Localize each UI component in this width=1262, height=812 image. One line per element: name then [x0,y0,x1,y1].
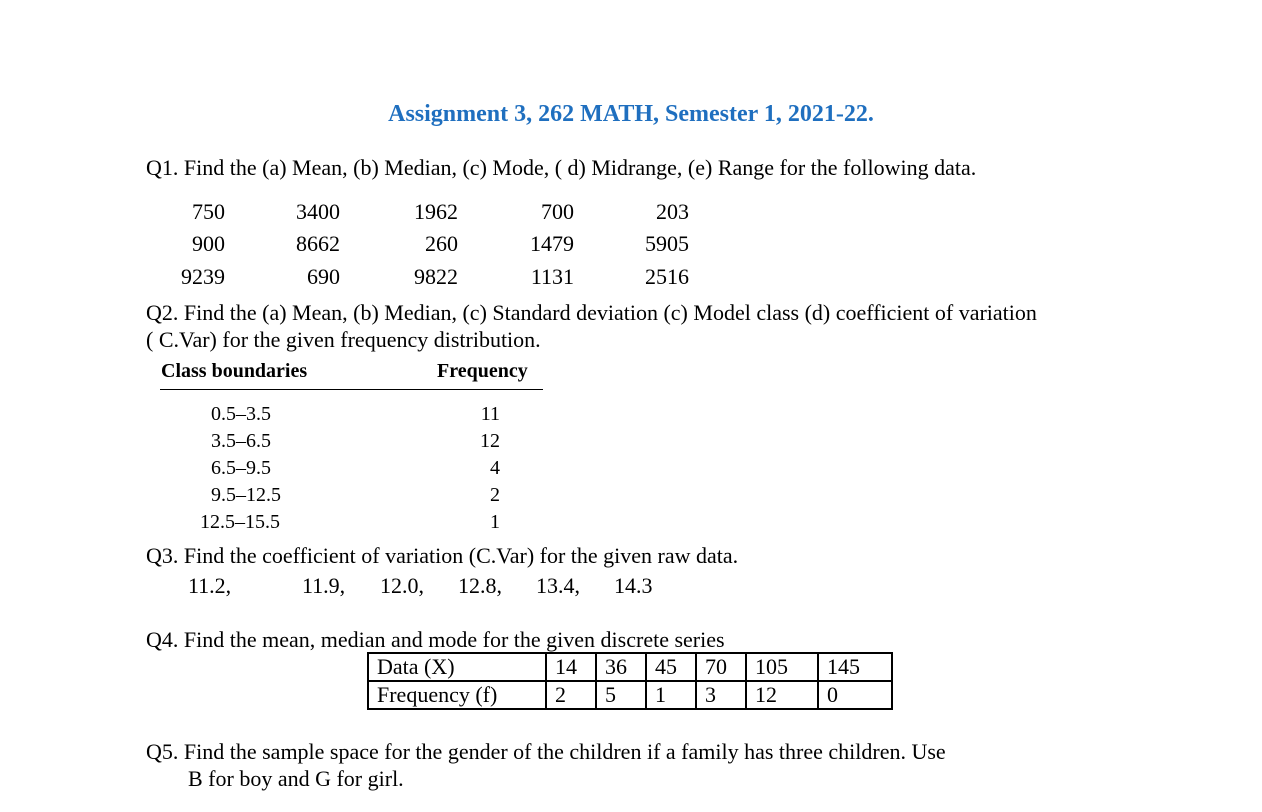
q4-f-value: 5 [596,681,646,709]
q4-row-label: Data (X) [368,653,546,681]
q1-value: 203 [656,199,689,224]
q2-class-boundary: 6.5–9.5 [211,457,271,479]
q4-f-value: 0 [818,681,892,709]
q4-x-value: 45 [646,653,696,681]
q3-value: 11.9, [302,573,346,598]
q1-value: 2516 [645,264,689,289]
q1-value: 750 [192,199,225,224]
q2-header-class-boundaries: Class boundaries [161,360,308,382]
q4-x-value: 145 [818,653,892,681]
q4-discrete-series-table [367,652,893,710]
q4-x-value: 70 [696,653,746,681]
q4-row-label: Frequency (f) [368,681,546,709]
q4-text: Q4. Find the mean, median and mode for the given discrete series [146,627,725,652]
q1-value: 1479 [530,231,574,256]
q1-value: 9822 [414,264,458,289]
q1-value: 5905 [645,231,689,256]
q1-text: Q1. Find the (a) Mean, (b) Median, (c) Mode, ( d) Midrange, (e) Range for the following data. [146,155,977,180]
q3-value: 12.8, [458,573,502,598]
q3-value: 11.2, [188,573,232,598]
q4-x-value: 14 [546,653,596,681]
q2-frequency: 4 [490,457,500,479]
q2-class-boundary: 3.5–6.5 [211,430,271,452]
q4-f-value: 3 [696,681,746,709]
q1-value: 690 [307,264,340,289]
q4-f-value: 2 [546,681,596,709]
q2-class-boundary: 9.5–12.5 [211,484,281,506]
q3-value: 14.3 [614,573,653,598]
q4-x-value: 105 [746,653,818,681]
q1-value: 1131 [530,264,574,289]
q3-value: 12.0, [380,573,424,598]
q1-value: 900 [192,231,225,256]
q2-class-boundary: 12.5–15.5 [200,511,280,533]
q2-class-boundary: 0.5–3.5 [211,403,271,425]
q4-x-value: 36 [596,653,646,681]
q1-value: 8662 [296,231,340,256]
q2-frequency: 11 [480,403,500,425]
q4-f-value: 1 [646,681,696,709]
q5-text-line2: B for boy and G for girl. [188,766,404,791]
table-row [368,653,892,681]
q3-value: 13.4, [536,573,580,598]
q1-value: 9239 [181,264,225,289]
q3-text: Q3. Find the coefficient of variation (C.Var) for the given raw data. [146,543,739,568]
q2-frequency: 1 [490,511,500,533]
q2-frequency: 2 [490,484,500,506]
q2-text-line1: Q2. Find the (a) Mean, (b) Median, (c) Standard deviation (c) Model class (d) coefficient of variation [146,300,1037,325]
q2-header-rule [160,389,543,390]
q2-header-frequency: Frequency [437,360,528,382]
q5-text-line1: Q5. Find the sample space for the gender of the children if a family has three children. Use [146,739,946,764]
q4-f-value: 12 [746,681,818,709]
q2-frequency: 12 [480,430,500,452]
q1-value: 1962 [414,199,458,224]
q2-text-line2: ( C.Var) for the given frequency distribution. [146,327,541,352]
table-row [368,681,892,709]
q1-value: 260 [425,231,458,256]
q1-value: 3400 [296,199,340,224]
q1-value: 700 [541,199,574,224]
assignment-title: Assignment 3, 262 MATH, Semester 1, 2021-22. [388,101,874,127]
